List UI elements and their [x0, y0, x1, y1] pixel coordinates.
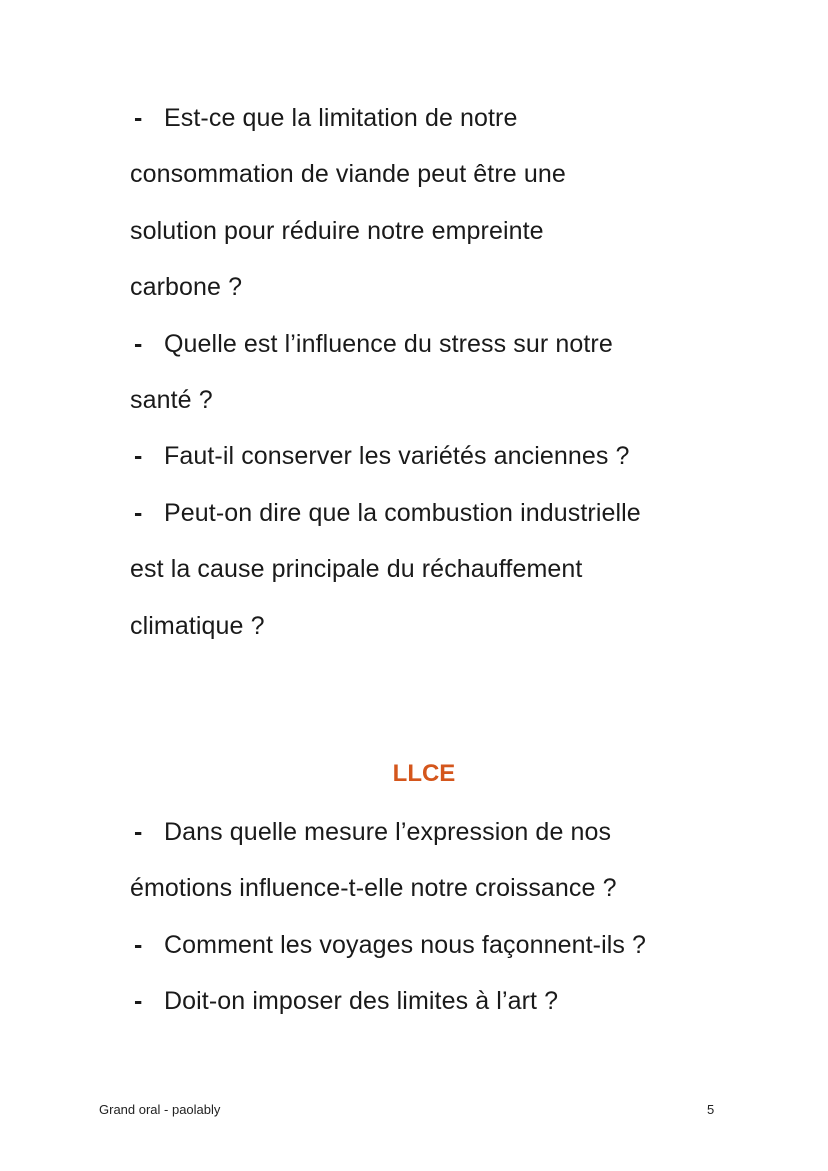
question-line: est la cause principale du réchauffement — [130, 555, 583, 584]
llce-question-list — [130, 804, 730, 1030]
question-line: solution pour réduire notre empreinte — [130, 216, 544, 245]
question-list — [130, 90, 730, 654]
question-item — [130, 973, 730, 1029]
question-line: Quelle est l’influence du stress sur notre — [164, 329, 613, 358]
question-line: carbone ? — [130, 273, 243, 302]
footer-document-title: Grand oral - paolably — [99, 1102, 221, 1117]
footer-page-number: 5 — [707, 1102, 715, 1117]
bullet-dash: - — [134, 987, 143, 1016]
question-line: Dans quelle mesure l’expression de nos — [164, 818, 612, 846]
question-line: consommation de viande peut être une — [130, 160, 566, 189]
question-item — [130, 90, 730, 316]
question-item — [130, 428, 730, 484]
question-item — [130, 917, 730, 973]
question-line: climatique ? — [130, 611, 265, 640]
question-line: Faut-il conserver les variétés anciennes ? — [164, 442, 630, 471]
bullet-dash: - — [134, 442, 143, 471]
question-line: Est-ce que la limitation de notre — [164, 104, 518, 132]
bullet-dash: - — [134, 930, 143, 959]
question-line: émotions influence-t-elle notre croissance ? — [130, 874, 617, 903]
bullet-dash: - — [134, 104, 143, 132]
question-item — [130, 804, 730, 917]
question-line: Doit-on imposer des limites à l’art ? — [164, 987, 559, 1016]
question-item — [130, 316, 730, 429]
question-line: Comment les voyages nous façonnent-ils ? — [164, 930, 647, 959]
bullet-dash: - — [134, 818, 143, 846]
section-heading-llce: LLCE — [392, 760, 456, 787]
question-line: Peut-on dire que la combustion industrielle — [164, 498, 641, 527]
bullet-dash: - — [134, 498, 143, 527]
question-item — [130, 485, 730, 654]
question-line: santé ? — [130, 386, 213, 415]
bullet-dash: - — [134, 329, 143, 358]
